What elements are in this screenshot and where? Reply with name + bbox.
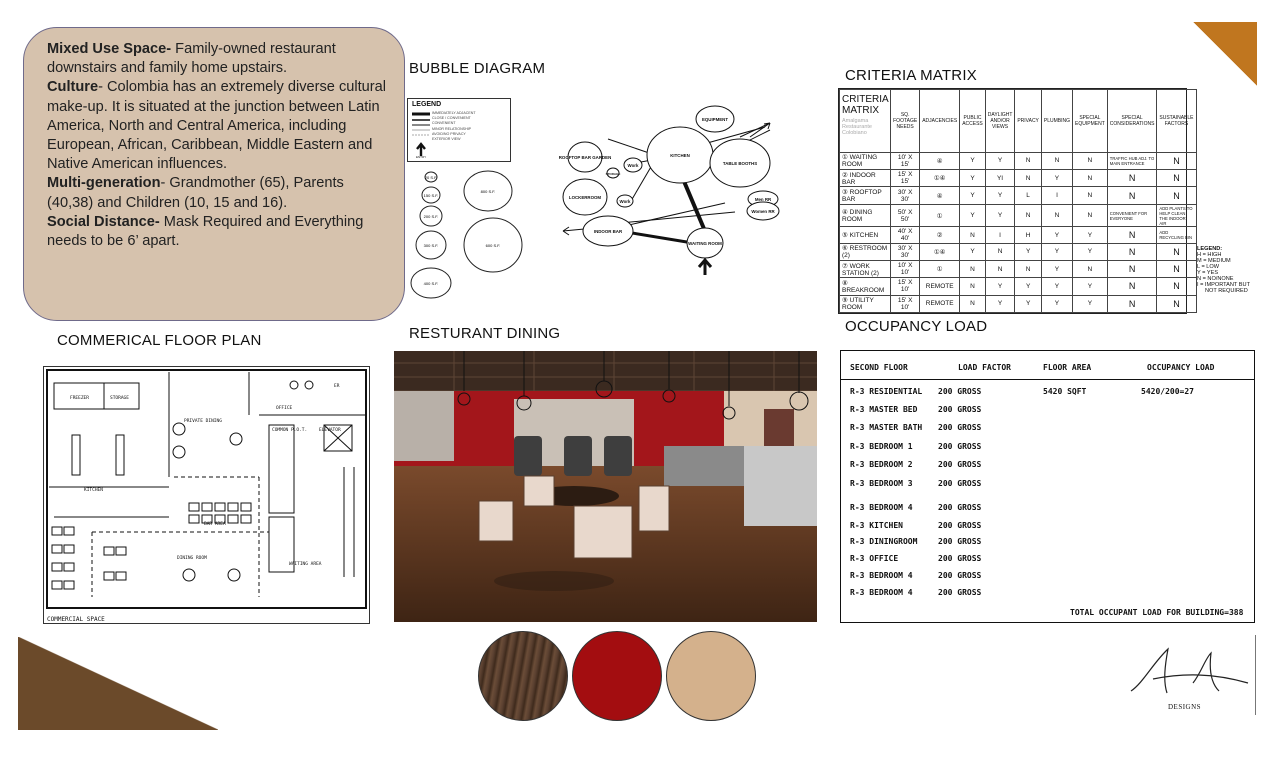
occupancy-load-factor: 200 GROSS — [938, 479, 982, 488]
criteria-cell: N — [1157, 170, 1196, 187]
criteria-cell: N — [1107, 260, 1157, 277]
criteria-cell: Y — [1041, 260, 1072, 277]
criteria-cell: ①④ — [920, 243, 960, 260]
bubble-node: Work — [619, 199, 631, 204]
criteria-legend-item: N = NO/NONE — [1197, 276, 1234, 282]
criteria-cell: 30' X 30' — [891, 187, 920, 204]
criteria-cell: N — [1107, 187, 1157, 204]
occupancy-room: R-3 RESIDENTIAL — [850, 387, 923, 396]
legend-lines — [411, 111, 431, 159]
occupancy-room: R-3 BEDROOM 4 — [850, 588, 913, 597]
criteria-room-cell: ⑦ WORK STATION (2) — [840, 260, 891, 277]
room-label: KITCHEN — [84, 488, 103, 493]
criteria-legend-item: H = HIGH — [1197, 252, 1222, 258]
room-label: DINING ROOM — [177, 556, 207, 561]
criteria-cell: N — [1041, 204, 1072, 227]
occupancy-room: R-3 OFFICE — [850, 554, 899, 563]
size-label: 400 S.F. — [423, 281, 439, 286]
criteria-cell: N — [1073, 187, 1108, 204]
restaurant-dining-render — [394, 351, 817, 622]
criteria-cell: ①④ — [920, 170, 960, 187]
criteria-cell: H — [1015, 227, 1042, 243]
occupancy-room: R-3 MASTER BATH — [850, 423, 923, 432]
bubble-diagram-title: BUBBLE DIAGRAM — [409, 60, 546, 77]
floor-plan-title: COMMERICAL FLOOR PLAN — [57, 332, 262, 349]
size-label: 200 S.F. — [423, 214, 439, 219]
criteria-col: ADJACENCIES — [920, 90, 960, 153]
criteria-cell: Y — [985, 278, 1015, 295]
criteria-cell: N — [1073, 170, 1108, 187]
criteria-cell: 30' X 30' — [891, 243, 920, 260]
bubble-node: EQUIPMENT — [701, 117, 729, 122]
criteria-cell: Y — [1073, 243, 1108, 260]
criteria-cell: Y — [1041, 227, 1072, 243]
occupancy-total: TOTAL OCCUPANT LOAD FOR BUILDING=388 — [1070, 608, 1244, 617]
color-swatch-tan — [666, 631, 756, 721]
legend-item: CONVENIENT — [432, 121, 456, 126]
occupancy-load-factor: 200 GROSS — [938, 537, 982, 546]
bubble-size-key — [405, 163, 540, 303]
room-label: WAITING AREA — [289, 562, 322, 567]
occupancy-room: R-3 BEDROOM 3 — [850, 479, 913, 488]
criteria-room-cell: ② INDOOR BAR — [840, 170, 891, 187]
occupancy-room: R-3 DININGROOM — [850, 537, 918, 546]
size-label: 150 S.F. — [423, 193, 439, 198]
criteria-room-cell: ③ ROOFTOP BAR — [840, 187, 891, 204]
criteria-cell: N — [1157, 295, 1196, 312]
criteria-cell: Y — [1041, 278, 1072, 295]
corner-accent-top-right — [1193, 22, 1257, 86]
criteria-cell: Y — [1015, 295, 1042, 312]
criteria-cell: N — [985, 243, 1015, 260]
floor-plan — [43, 366, 370, 624]
criteria-cell: REMOTE — [920, 278, 960, 295]
logo-signature — [1123, 643, 1256, 698]
bubble-node: Women RR — [751, 209, 775, 214]
intro-text-box — [23, 27, 405, 321]
occupancy-header: SECOND FLOOR — [850, 363, 908, 372]
legend-entry: ENTRY — [416, 155, 427, 159]
criteria-table — [839, 89, 1197, 313]
criteria-cell: ① — [920, 204, 960, 227]
occupancy-load-factor: 200 GROSS — [938, 503, 982, 512]
criteria-cell: Y — [985, 187, 1015, 204]
criteria-header-cell — [840, 90, 891, 153]
criteria-row — [840, 204, 1197, 227]
criteria-cell: N — [960, 295, 986, 312]
intro-text: - Colombia has an extremely diverse cultural make-up. It is situated at the junction between Latin America, North and Central America, including European, African, Caribbean, Middle Eastern and Native American influences. — [47, 79, 387, 173]
criteria-cell: 15' X 10' — [891, 278, 920, 295]
bubble-node: LOCKERROOM — [568, 195, 602, 200]
criteria-cell: N — [1073, 152, 1108, 169]
criteria-cell: N — [960, 260, 986, 277]
criteria-cell: N — [960, 227, 986, 243]
criteria-cell: N — [1015, 260, 1042, 277]
criteria-cell: N — [1107, 295, 1157, 312]
occupancy-load-factor: 200 GROSS — [938, 521, 982, 530]
criteria-cell: N — [1107, 170, 1157, 187]
criteria-cell: Y — [1073, 227, 1108, 243]
size-label: 20 S.F. — [424, 175, 438, 180]
criteria-col: SUSTAINABLE FACTORS — [1157, 90, 1196, 153]
legend-item: IMMEDIATELY ADJACENT — [432, 111, 476, 115]
color-swatch-wood — [478, 631, 568, 721]
criteria-cell: N — [960, 278, 986, 295]
occupancy-load-table — [840, 350, 1255, 623]
criteria-room-cell: ⑥ RESTROOM (2) — [840, 243, 891, 260]
criteria-col: SQ. FOOTAGE NEEDS — [891, 90, 920, 153]
criteria-matrix-title: CRITERIA MATRIX — [845, 67, 977, 84]
corner-accent-bottom-left — [18, 637, 218, 730]
criteria-cell: Y — [960, 152, 986, 169]
criteria-room-cell: ⑤ KITCHEN — [840, 227, 891, 243]
bubble-diagram — [555, 95, 795, 285]
criteria-cell: 15' X 15' — [891, 170, 920, 187]
criteria-cell: N — [1015, 204, 1042, 227]
criteria-header-sub: Amalgama Restaurante Colobiano — [842, 118, 872, 136]
criteria-cell: N — [1157, 260, 1196, 277]
occupancy-load-factor: 200 GROSS — [938, 405, 982, 414]
criteria-cell: REMOTE — [920, 295, 960, 312]
criteria-cell: L — [1015, 187, 1042, 204]
criteria-cell: Y — [985, 295, 1015, 312]
occupancy-room: R-3 BEDROOM 2 — [850, 460, 913, 469]
room-label: STORAGE — [110, 396, 129, 401]
criteria-cell: N — [1073, 204, 1108, 227]
criteria-cell: Y — [1041, 243, 1072, 260]
criteria-cell: Y — [1041, 295, 1072, 312]
criteria-cell: Y — [960, 187, 986, 204]
criteria-cell: TRAFFIC HUB ADJ. TO MAIN ENTRANCE — [1107, 152, 1157, 169]
room-label: OFFICE — [276, 406, 293, 411]
designs-logo — [1123, 635, 1256, 715]
floor-plan-drawing — [44, 367, 369, 623]
occupancy-header: FLOOR AREA — [1043, 363, 1092, 372]
criteria-cell: ④ — [920, 152, 960, 169]
legend-item: CLOSE / CONVENIENT — [432, 116, 471, 121]
criteria-cell: N — [1157, 243, 1196, 260]
bubble-node: TABLE BOOTHS — [722, 161, 758, 166]
intro-text: Mask Required and Everything needs to be 6’ apart. — [47, 213, 364, 250]
criteria-cell: Y — [1073, 278, 1108, 295]
occupancy-title: OCCUPANCY LOAD — [845, 318, 988, 335]
criteria-legend-item: L = LOW — [1197, 264, 1220, 270]
occupancy-load-factor: 200 GROSS — [938, 588, 982, 597]
occupancy-room: R-3 BEDROOM 1 — [850, 442, 913, 451]
criteria-cell: ① — [920, 260, 960, 277]
criteria-legend-item: Y = YES — [1197, 270, 1219, 276]
criteria-header-row — [840, 90, 1197, 153]
criteria-room-cell: ④ DINING ROOM — [840, 204, 891, 227]
room-label: PRIVATE DINING — [184, 419, 222, 424]
criteria-cell: 50' X 50' — [891, 204, 920, 227]
criteria-room-cell: ⑧ BREAKROOM — [840, 278, 891, 295]
criteria-legend-item: NOT REQUIRED — [1205, 288, 1248, 294]
criteria-body — [840, 152, 1197, 312]
legend-items — [432, 111, 476, 142]
intro-paragraph-mixed-use — [47, 40, 392, 78]
bubble-node: KITCHEN — [670, 153, 690, 158]
criteria-cell: N — [1041, 152, 1072, 169]
criteria-cell: Y — [960, 204, 986, 227]
criteria-row — [840, 170, 1197, 187]
occupancy-load: 5420/200=27 — [1141, 387, 1194, 396]
occupancy-load-factor: 200 GROSS — [938, 423, 982, 432]
criteria-legend — [1197, 246, 1250, 294]
occupancy-header-row — [841, 351, 1254, 380]
criteria-cell: Y — [985, 204, 1015, 227]
criteria-cell: 10' X 15' — [891, 152, 920, 169]
criteria-cell: 10' X 10' — [891, 260, 920, 277]
legend-item: EXTERIOR VIEW — [432, 137, 461, 142]
criteria-cell: ADD RECYCLING BIN — [1157, 227, 1196, 243]
occupancy-header: OCCUPANCY LOAD — [1147, 363, 1215, 372]
criteria-cell: N — [1107, 278, 1157, 295]
intro-paragraph-distance — [47, 213, 392, 251]
criteria-cell: I — [1041, 187, 1072, 204]
criteria-row — [840, 227, 1197, 243]
intro-text: - Grandmother (65), Parents (40,38) and Children (10, 15 and 16). — [47, 175, 344, 211]
criteria-legend-item: M = MEDIUM — [1197, 258, 1231, 264]
criteria-row — [840, 243, 1197, 260]
criteria-row — [840, 260, 1197, 277]
criteria-cell: N — [1157, 152, 1196, 169]
occupancy-header: LOAD FACTOR — [958, 363, 1011, 372]
occupancy-load-factor: 200 GROSS — [938, 554, 982, 563]
bubble-node: STORAGE — [605, 172, 621, 176]
size-label: 300 S.F. — [423, 243, 439, 248]
criteria-header-title: CRITERIA MATRIX — [842, 94, 889, 116]
size-label: 800 S.F. — [480, 189, 496, 194]
criteria-col: PLUMBING — [1041, 90, 1072, 153]
bubble-legend — [407, 98, 511, 162]
occupancy-load-factor: 200 GROSS — [938, 571, 982, 580]
criteria-cell: CONVENIENT FOR EVERYONE — [1107, 204, 1157, 227]
criteria-row — [840, 278, 1197, 295]
criteria-cell: Y — [985, 152, 1015, 169]
floor-caption: COMMERCIAL SPACE — [47, 616, 105, 623]
occupancy-load-factor: 200 GROSS — [938, 460, 982, 469]
bubble-node: Men RR — [754, 197, 772, 202]
criteria-cell: N — [1157, 187, 1196, 204]
criteria-row — [840, 152, 1197, 169]
room-label: FREEZER — [70, 396, 89, 401]
logo-text: DESIGNS — [1168, 703, 1202, 711]
criteria-legend-item: I = IMPORTANT BUT — [1197, 282, 1250, 288]
criteria-col: SPECIAL EQUIPMENT — [1073, 90, 1108, 153]
intro-heading: Mixed Use Space- — [47, 41, 172, 57]
intro-heading: Social Distance- — [47, 213, 160, 230]
room-label: ELEVATOR — [319, 428, 341, 433]
criteria-cell: N — [1107, 243, 1157, 260]
criteria-col: PUBLIC ACCESS — [960, 90, 986, 153]
criteria-row — [840, 295, 1197, 312]
occupancy-load-factor: 200 GROSS — [938, 387, 982, 396]
bubble-node: WAITING ROOM — [688, 241, 722, 246]
bubble-node: Work — [627, 163, 639, 168]
size-label: 600 S.F. — [485, 243, 501, 248]
criteria-room-cell: ① WAITING ROOM — [840, 152, 891, 169]
legend-item: AVOID/NO PRIVACY — [432, 131, 466, 136]
dining-illustration — [394, 351, 817, 622]
intro-heading: Culture — [47, 79, 99, 96]
criteria-cell: N — [1073, 260, 1108, 277]
color-swatch-red — [572, 631, 662, 721]
criteria-row — [840, 187, 1197, 204]
room-label: ER — [334, 384, 340, 389]
criteria-cell: ADD PLANTS TO HELP CLEAN THE INDOOR AIR — [1157, 204, 1196, 227]
criteria-cell: Y — [1073, 295, 1108, 312]
legend-item: MINOR RELATIONSHIP — [432, 126, 472, 131]
criteria-cell: ④ — [920, 187, 960, 204]
criteria-cell: N — [1015, 152, 1042, 169]
room-label: BAR AREA — [204, 522, 226, 527]
criteria-col: DAYLIGHT AND/OR VIEWS — [985, 90, 1015, 153]
legend-title: LEGEND — [412, 101, 442, 108]
criteria-cell: Y — [960, 243, 986, 260]
intro-paragraph-culture — [47, 78, 392, 174]
intro-heading: Multi-generation — [47, 175, 161, 192]
criteria-cell: N — [1015, 170, 1042, 187]
occupancy-floor-area: 5420 SQFT — [1043, 387, 1087, 396]
criteria-matrix-table — [838, 88, 1194, 314]
criteria-cell: YI — [985, 170, 1015, 187]
bubble-node: ROOFTOP BAR GARDEN — [558, 155, 612, 160]
criteria-cell: N — [1157, 278, 1196, 295]
criteria-cell: Y — [1041, 170, 1072, 187]
dining-title: RESTURANT DINING — [409, 325, 561, 342]
criteria-cell: Y — [1015, 243, 1042, 260]
criteria-col: PRIVACY — [1015, 90, 1042, 153]
intro-text: Family-owned restaurant downstairs and family home upstairs. — [47, 41, 336, 77]
criteria-col: SPECIAL CONSIDERATIONS — [1107, 90, 1157, 153]
occupancy-load-factor: 200 GROSS — [938, 442, 982, 451]
bubble-node: INDOOR BAR — [593, 229, 623, 234]
criteria-cell: Y — [960, 170, 986, 187]
criteria-cell: Y — [1015, 278, 1042, 295]
occupancy-room: R-3 KITCHEN — [850, 521, 903, 530]
criteria-cell: 15' X 10' — [891, 295, 920, 312]
criteria-cell: ② — [920, 227, 960, 243]
intro-paragraph-generation — [47, 174, 392, 212]
occupancy-room: R-3 BEDROOM 4 — [850, 571, 913, 580]
criteria-cell: N — [1107, 227, 1157, 243]
criteria-cell: 40' X 40' — [891, 227, 920, 243]
criteria-cell: N — [985, 260, 1015, 277]
occupancy-room: R-3 MASTER BED — [850, 405, 918, 414]
criteria-room-cell: ⑨ UTILITY ROOM — [840, 295, 891, 312]
criteria-cell: I — [985, 227, 1015, 243]
room-label: COMMON P.O.T. — [272, 428, 308, 433]
occupancy-room: R-3 BEDROOM 4 — [850, 503, 913, 512]
criteria-legend-item: LEGEND: — [1197, 246, 1223, 252]
